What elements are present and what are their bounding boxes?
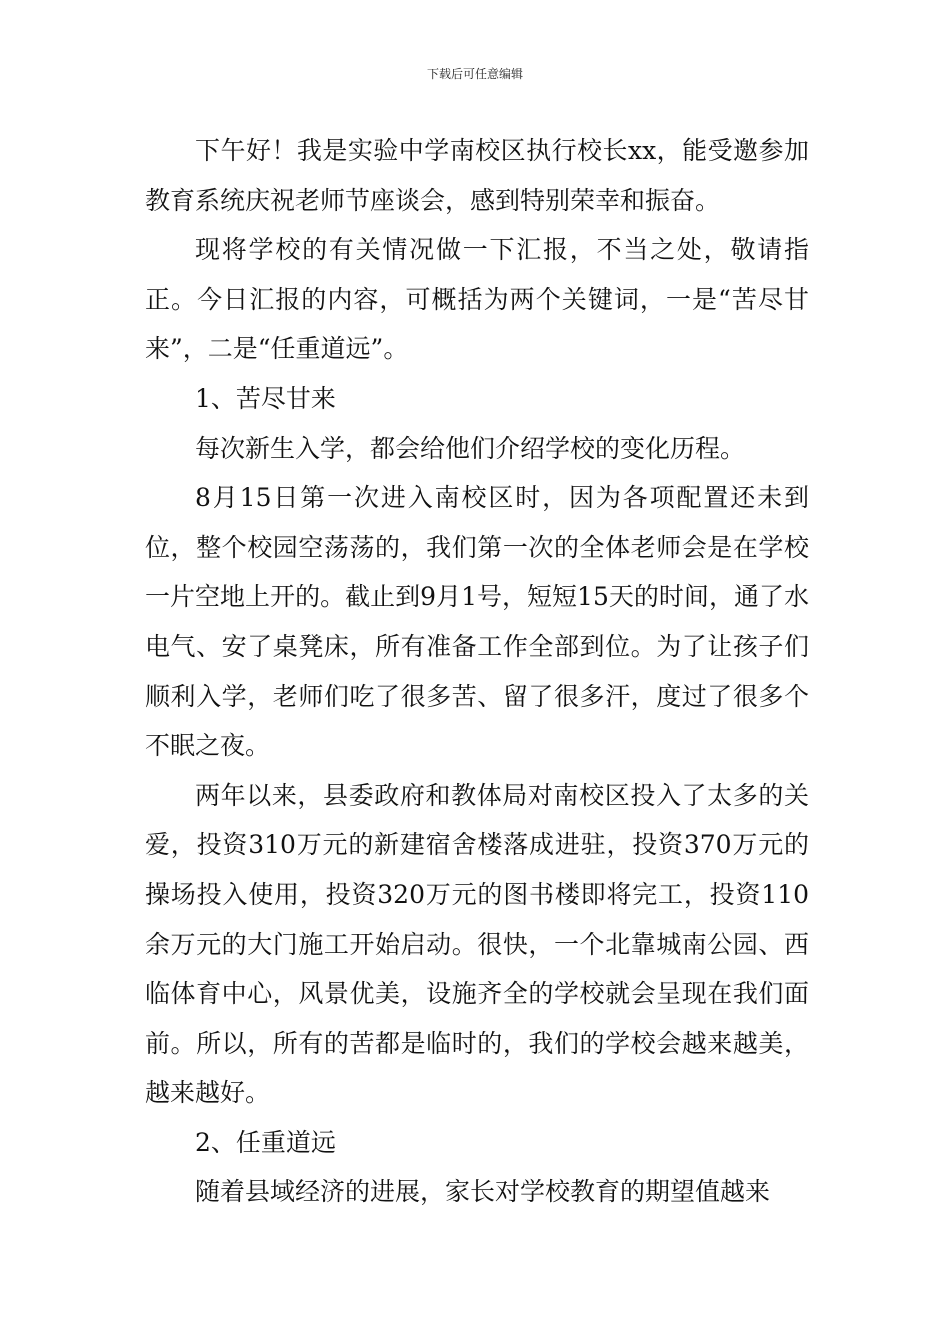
paragraph-first-entry: 8月15日第一次进入南校区时，因为各项配置还未到位，整个校园空荡荡的，我们第一次的全体老师会是在学校一片空地上开的。截止到9月1号，短短15天的时间，通了水电气、安了桌凳床，所有准备工作全部到位。为了让孩子们顺利入学，老师们吃了很多苦、留了很多汗，度过了很多个不眠之夜。 bbox=[145, 483, 809, 761]
paragraph-greeting: 下午好！我是实验中学南校区执行校长xx，能受邀参加教育系统庆祝老师节座谈会，感到特别荣幸和振奋。 bbox=[145, 136, 809, 215]
section-heading-1: 1、苦尽甘来 bbox=[195, 383, 336, 413]
paragraph-intro: 现将学校的有关情况做一下汇报，不当之处，敬请指正。今日汇报的内容，可概括为两个关键词，一是“苦尽甘来”，二是“任重道远”。 bbox=[145, 235, 809, 364]
page-header: 下载后可任意编辑 bbox=[426, 67, 523, 81]
paragraph-expectations: 随着县域经济的进展，家长对学校教育的期望值越来 bbox=[195, 1177, 771, 1207]
paragraph-investment: 两年以来，县委政府和教体局对南校区投入了太多的关爱，投资310万元的新建宿舍楼落成进驻，投资370万元的操场投入使用，投资320万元的图书楼即将完工，投资110余万元的大门施工开始启动。很快，一个北靠城南公园、西临体育中心，风景优美，设施齐全的学校就会呈现在我们面前。所以，所有的苦都是临时的，我们的学校会越来越美，越来越好。 bbox=[145, 780, 809, 1108]
document-body bbox=[145, 126, 809, 1217]
section-heading-2: 2、任重道远 bbox=[195, 1127, 336, 1157]
paragraph-new-students: 每次新生入学，都会给他们介绍学校的变化历程。 bbox=[195, 433, 746, 463]
